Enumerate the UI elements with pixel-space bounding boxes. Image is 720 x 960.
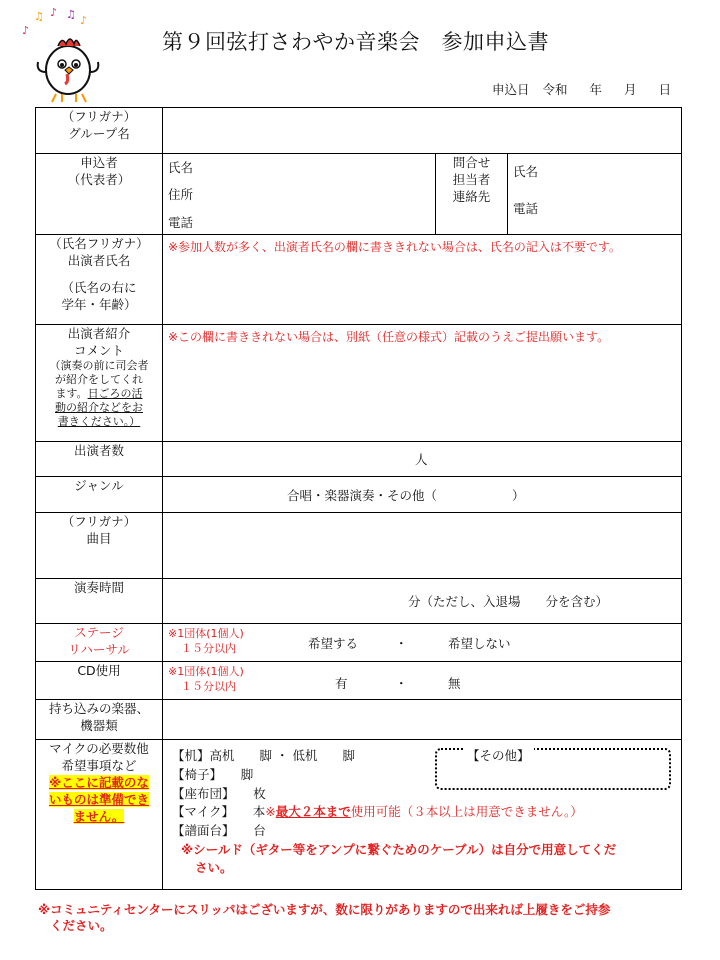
row-performance-time — [36, 579, 682, 624]
contact-phone-label: 電話 — [513, 201, 539, 216]
row-equipment — [36, 700, 682, 740]
rehearsal-option-yes[interactable]: 希望する — [308, 636, 359, 651]
rehearsal-field — [163, 624, 682, 662]
song-field[interactable] — [163, 513, 682, 579]
desk-request[interactable]: 【机】高机 脚 ・ 低机 脚 — [172, 748, 355, 763]
row-performers — [36, 235, 682, 325]
cd-use-label: CD使用 — [36, 662, 163, 700]
date-year: 年 — [589, 82, 603, 97]
contact-person-field[interactable] — [508, 154, 682, 235]
group-name-field[interactable] — [163, 108, 682, 154]
song-label: （フリガナ） 曲目 — [36, 513, 163, 579]
performer-count-label: 出演者数 — [36, 442, 163, 477]
date-month: 月 — [624, 82, 637, 97]
group-name-label: （フリガナ） グループ名 — [36, 108, 163, 154]
date-label: 申込日 — [492, 82, 530, 97]
contact-person-label: 問合せ 担当者 連絡先 — [436, 154, 508, 235]
performer-count-field[interactable] — [163, 442, 682, 477]
slipper-notice: ※コミュニティセンターにスリッパはございますが、数に限りがありますので出来れば上履きをご持参 ください。 — [38, 902, 611, 933]
performer-count-unit: 人 — [415, 452, 428, 467]
applicant-label: 申込者 （代表者） — [36, 154, 163, 235]
other-request-label: 【その他】 — [463, 746, 534, 764]
applicant-phone-label: 電話 — [168, 215, 194, 230]
row-performer-count — [36, 442, 682, 477]
cushion-request[interactable]: 【座布団】 枚 — [172, 786, 266, 801]
applicant-field[interactable] — [163, 154, 436, 235]
rehearsal-note-2: １５分以内 — [181, 642, 236, 655]
introduction-label: 出演者紹介 コメント （演奏の前に司会者 が紹介をしてくれ ます。日ごろの活 動の紹介などをお 書きください。） — [36, 325, 163, 442]
performance-time-label: 演奏時間 — [36, 579, 163, 624]
svg-text:♫: ♫ — [34, 10, 44, 23]
rehearsal-option-no[interactable]: 希望しない — [448, 636, 511, 651]
cd-note-1: ※1団体(1個人) — [168, 665, 244, 678]
row-genre — [36, 477, 682, 513]
mic-request[interactable]: 【マイク】 本※最大２本まで使用可能（３本以上は用意できません。） — [172, 804, 583, 819]
application-form-table — [35, 107, 682, 890]
genre-label: ジャンル — [36, 477, 163, 513]
rehearsal-label: ステージ リハーサル — [36, 624, 163, 662]
introduction-field[interactable] — [163, 325, 682, 442]
row-introduction — [36, 325, 682, 442]
microphone-field — [163, 740, 682, 890]
music-stand-request[interactable]: 【譜面台】 台 — [172, 823, 266, 838]
rehearsal-separator: ・ — [395, 636, 408, 651]
performers-note: ※参加人数が多く、出演者氏名の欄に書ききれない場合は、氏名の記入は不要です。 — [168, 240, 621, 254]
chair-request[interactable]: 【椅子】 脚 — [172, 767, 254, 782]
svg-text:♪: ♪ — [50, 6, 58, 19]
chick-mascot-icon — [20, 6, 110, 106]
cd-note-2: １５分以内 — [181, 680, 236, 693]
svg-text:♫: ♫ — [66, 8, 76, 21]
genre-options: 合唱・楽器演奏・その他（ ） — [287, 487, 525, 503]
performance-time-unit: 分（ただし、入退場 分を含む） — [408, 594, 609, 609]
cd-separator: ・ — [395, 676, 408, 691]
microphone-label: マイクの必要数他 希望事項など ※ここに記載のな いものは準備でき ません。 — [36, 740, 163, 890]
row-song — [36, 513, 682, 579]
page-title: 第９回弦打さわやか音楽会 参加申込書 — [162, 30, 549, 54]
cd-use-field — [163, 662, 682, 700]
cd-option-no[interactable]: 無 — [448, 676, 461, 691]
performers-field[interactable] — [163, 235, 682, 325]
svg-text:♪: ♪ — [80, 14, 88, 27]
svg-text:♪: ♪ — [22, 24, 30, 37]
shield-cable-note: ※シールド（ギター等をアンプに繋ぐためのケーブル）は自分で用意してくだ さい。 — [181, 842, 617, 875]
application-date — [492, 80, 684, 98]
date-day: 日 — [658, 82, 672, 97]
row-cd-use — [36, 662, 682, 700]
row-group-name — [36, 108, 682, 154]
applicant-address-label: 住所 — [168, 187, 194, 202]
equipment-field[interactable] — [163, 700, 682, 740]
contact-name-label: 氏名 — [513, 164, 539, 179]
row-applicant — [36, 154, 682, 235]
applicant-name-label: 氏名 — [168, 160, 194, 175]
equipment-label: 持ち込みの楽器、 機器類 — [36, 700, 163, 740]
row-rehearsal — [36, 624, 682, 662]
genre-field[interactable] — [163, 477, 682, 513]
performers-label: （氏名フリガナ） 出演者氏名 （氏名の右に 学年・年齢） — [36, 235, 163, 325]
date-era: 令和 — [542, 82, 568, 97]
row-microphone — [36, 740, 682, 890]
introduction-note: ※この欄に書ききれない場合は、別紙（任意の様式）記載のうえご提出願います。 — [168, 330, 610, 344]
rehearsal-note-1: ※1団体(1個人) — [168, 627, 244, 640]
performance-time-field[interactable] — [163, 579, 682, 624]
other-request-box[interactable] — [435, 748, 671, 790]
cd-option-yes[interactable]: 有 — [335, 676, 348, 691]
